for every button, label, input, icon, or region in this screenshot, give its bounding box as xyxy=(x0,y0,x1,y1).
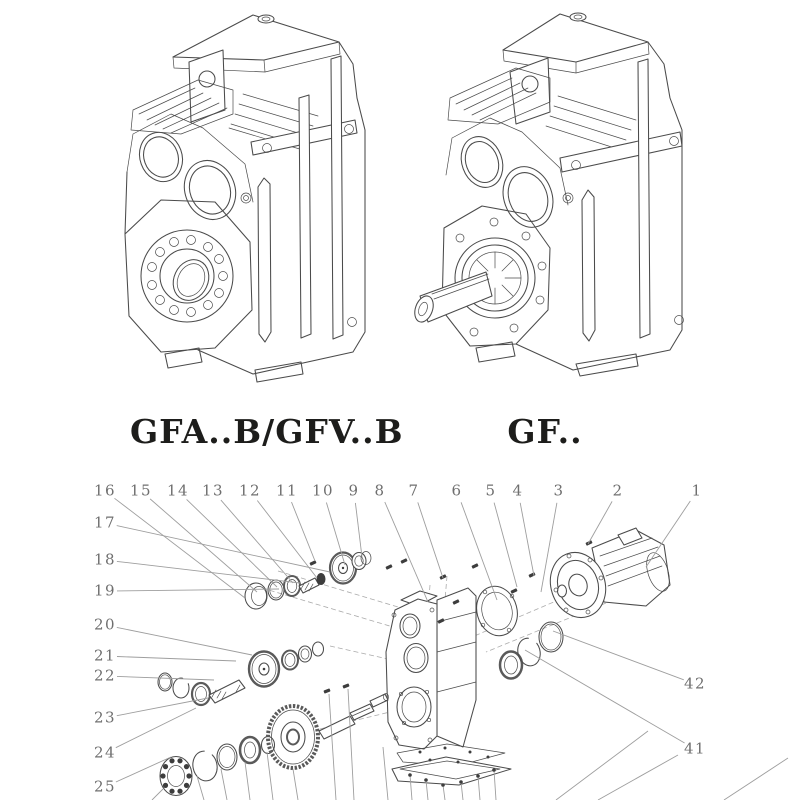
part-number-20: 20 xyxy=(93,615,117,634)
leader-line-12 xyxy=(257,501,317,579)
part-number-6: 6 xyxy=(451,481,463,500)
input-pinion-cluster xyxy=(245,552,371,610)
part-number-9: 9 xyxy=(348,481,360,500)
left-gear-unit-drawing xyxy=(125,15,365,382)
leader-line-1 xyxy=(646,501,690,567)
part-number-24: 24 xyxy=(93,743,117,762)
part-number-8: 8 xyxy=(374,481,386,500)
leader-line-20 xyxy=(117,627,252,655)
model-label-gfab-gfvb: GFA..B/GFV..B xyxy=(130,412,404,451)
leader-line-4 xyxy=(520,503,534,576)
part-number-13: 13 xyxy=(201,481,225,500)
part-number-17: 17 xyxy=(93,513,117,532)
leader-line-9 xyxy=(355,503,362,557)
leader-line-2 xyxy=(588,501,612,544)
right-gear-unit-drawing xyxy=(411,13,683,376)
leader-line-22 xyxy=(117,676,214,680)
part-number-15: 15 xyxy=(129,481,153,500)
part-number-21: 21 xyxy=(93,646,117,665)
bearing-balls xyxy=(160,758,191,794)
part-number-7: 7 xyxy=(408,481,420,500)
leader-line-42 xyxy=(553,631,684,680)
part-number-10: 10 xyxy=(311,481,335,500)
part-number-19: 19 xyxy=(93,581,117,600)
leader-line-8 xyxy=(385,502,428,602)
output-bearing xyxy=(141,230,233,322)
part-number-12: 12 xyxy=(238,481,262,500)
housing-cover-and-gasket xyxy=(392,744,511,800)
leader-line-5 xyxy=(494,503,517,587)
part-number-41: 41 xyxy=(683,739,707,758)
part-number-22: 22 xyxy=(93,666,117,685)
part-number-3: 3 xyxy=(553,481,565,500)
helical-gear xyxy=(268,706,318,768)
part-number-16: 16 xyxy=(93,481,117,500)
leader-line-41 xyxy=(525,650,685,743)
part-number-23: 23 xyxy=(93,708,117,727)
part-number-18: 18 xyxy=(93,550,117,569)
model-label-gf: GF.. xyxy=(507,412,583,451)
motor-assembly xyxy=(542,528,674,625)
leader-line-6 xyxy=(461,502,497,600)
leader-line-7 xyxy=(418,502,443,578)
part-number-5: 5 xyxy=(485,481,497,500)
input-bore xyxy=(454,131,509,194)
part-number-2: 2 xyxy=(612,481,624,500)
leader-line-15 xyxy=(150,499,257,592)
leader-line-23 xyxy=(117,698,208,716)
leader-line-18 xyxy=(117,561,300,583)
part-number-11: 11 xyxy=(275,481,299,500)
leader-line-11 xyxy=(292,502,316,561)
gear-housing xyxy=(386,588,476,749)
leader-line-16 xyxy=(115,498,246,598)
leader-line-21 xyxy=(117,657,236,662)
part-number-42: 42 xyxy=(683,674,707,693)
part-number-25: 25 xyxy=(93,777,117,796)
intermediate-gear-cluster xyxy=(158,642,324,705)
part-number-14: 14 xyxy=(166,481,190,500)
part-number-4: 4 xyxy=(512,481,524,500)
part-number-1: 1 xyxy=(691,481,703,500)
input-bore xyxy=(133,126,190,187)
